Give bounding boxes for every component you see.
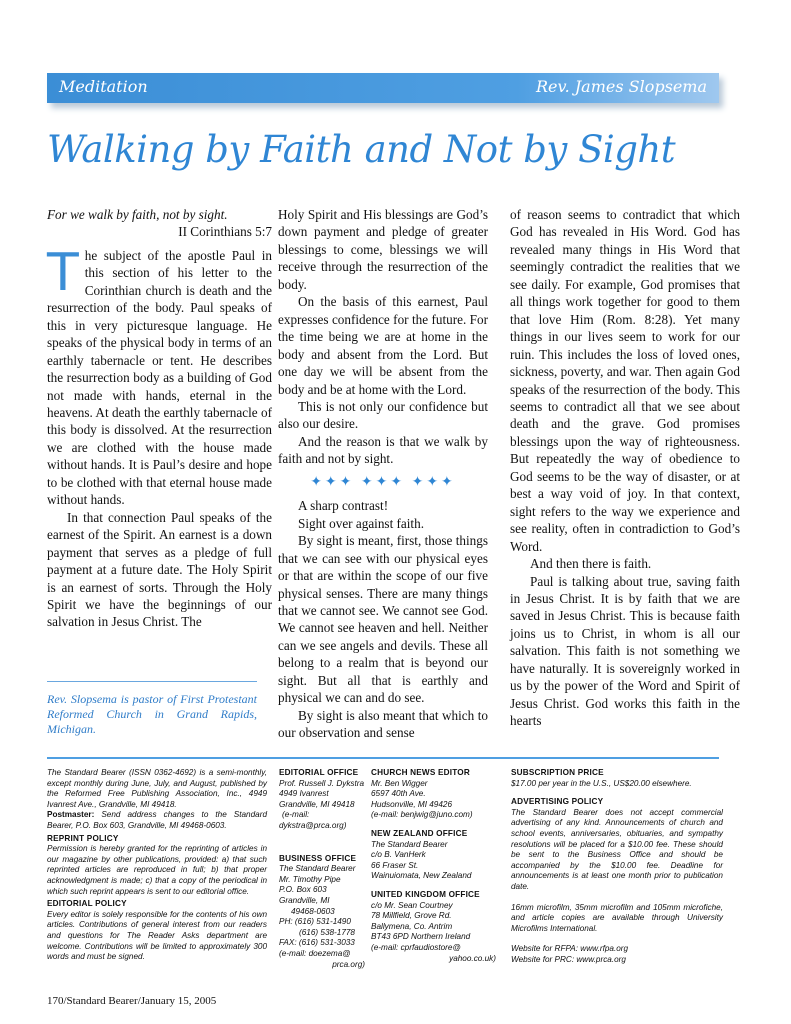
address-line: The Standard Bearer <box>279 864 356 874</box>
address-line: c/o Mr. Sean Courtney <box>371 900 453 910</box>
address-line: (e-mail: benjwig@juno.com) <box>371 810 473 820</box>
address-line: 49468-0603 <box>291 906 335 916</box>
paragraph: A sharp contrast! <box>298 498 389 514</box>
address-line: Wainuiomata, New Zealand <box>371 871 472 881</box>
address-line: FAX: (616) 531-3033 <box>279 938 355 948</box>
text-column-1 <box>47 206 272 631</box>
address-line: 78 Millfield, Grove Rd. <box>371 911 452 921</box>
address-line: yahoo.co.uk) <box>449 953 496 963</box>
address-line: Grandville, MI 49418 <box>279 799 355 809</box>
page-folio: 170/Standard Bearer/January 15, 2005 <box>47 995 217 1007</box>
address-line: Mr. Ben Wigger <box>371 778 428 788</box>
section-label: Meditation <box>59 77 148 96</box>
footer-offices-column <box>279 768 365 970</box>
address-line: 4949 Ivanrest <box>279 789 329 799</box>
section-divider-ornament: ✦✦✦ ✦✦✦ ✦✦✦ <box>310 474 456 490</box>
paragraph: And then there is faith. <box>530 556 652 572</box>
footer-policy-column <box>511 768 723 966</box>
subscription-text: $17.00 per year in the U.S., US$20.00 elsewhere. <box>511 778 692 788</box>
church-news-heading: CHURCH NEWS EDITOR <box>371 768 470 777</box>
nz-office-heading: NEW ZEALAND OFFICE <box>371 828 468 838</box>
paragraph: On the basis of this earnest, Paul expresses confidence for the future. For the time being we are at home in the body and absent from the Lord. But one day we will be absent from the body and be at home with the Lord. <box>278 294 488 397</box>
author-bio: Rev. Slopsema is pastor of First Protestant Reformed Church in Grand Rapids, Michigan. <box>47 681 257 737</box>
address-line: Mr. Timothy Pipe <box>279 874 341 884</box>
address-line: Prof. Russell J. Dykstra <box>279 778 365 788</box>
footer-divider <box>47 757 719 759</box>
address-line: P.O. Box 603 <box>279 885 327 895</box>
address-line: The Standard Bearer <box>371 839 448 849</box>
drop-cap: T <box>47 242 79 303</box>
footer-masthead-column <box>47 768 267 963</box>
paragraph: And the reason is that we walk by faith and not by sight. <box>278 433 488 467</box>
website-rfpa: Website for RFPA: www.rfpa.org <box>511 944 629 954</box>
epigraph-reference: II Corinthians 5:7 <box>178 224 272 240</box>
text-column-3 <box>510 206 740 730</box>
reprint-policy-text: Permission is hereby granted for the reprinting of articles in our magazine by other publications, provided: a) that such reprinted articles are reproduced in full; b) that proper acknowledgment is made; c) that a copy of the periodical in which such reprint appears is sent to our editorial office. <box>47 844 267 896</box>
paragraph <box>47 242 272 509</box>
uk-office-heading: UNITED KINGDOM OFFICE <box>371 889 480 899</box>
subscription-heading: SUBSCRIPTION PRICE <box>511 768 604 777</box>
postmaster-note <box>47 810 267 831</box>
editorial-policy-heading: EDITORIAL POLICY <box>47 899 127 909</box>
epigraph-text: For we walk by faith, not by sight. <box>47 207 228 222</box>
paragraph: In that connection Paul speaks of the earnest of the Spirit. An earnest is a down payment that serves as a pledge of full payment at a future date. The Holy Spirit is an earnest of sorts. Through the Holy Spirit we have the beginnings of our salvation in Jesus Christ. The <box>47 509 272 630</box>
paragraph: By sight is also meant that which to our observation and sense <box>278 707 488 741</box>
postmaster-label: Postmaster: <box>47 810 95 820</box>
editorial-office-heading: EDITORIAL OFFICE <box>279 768 359 777</box>
address-line: (e-mail: <box>282 810 310 820</box>
address-line: (616) 538-1778 <box>299 927 355 937</box>
address-line: c/o B. VanHerk <box>371 850 426 860</box>
section-banner <box>47 73 719 103</box>
paragraph: This is not only our confidence but also our desire. <box>278 398 488 432</box>
paragraph: Paul is talking about true, saving faith in Jesus Christ. It is by faith that we are saved in Jesus Christ. This is because faith joins us to Christ, in whom is all our salvation. This faith is not something we have naturally. It is sovereignly worked in us by the power of the Word and Spirit of Jesus Christ. God works this faith in the hearts <box>510 573 740 729</box>
postmaster-text: Send address changes to the Standard Bearer, P.O. Box 603, Grandville, MI 49468-0603. <box>47 810 267 830</box>
paragraph: Sight over against faith. <box>298 515 424 531</box>
paragraph: By sight is meant, first, those things that we can see with our physical eyes or that are within the scope of our five physical senses. There are many things that we cannot see. We cannot see God. We cannot see heaven and hell. Neither can we see angels and devils. These all belong to a realm that is beyond our sight. But all that is earthly and physical we can and do see. <box>278 533 488 706</box>
advertising-text: The Standard Bearer does not accept commercial advertising of any kind. Announcements of church and school events, anniversaries, obituaries, and sympathy resolutions will be placed for a $10.00 fee. These should be sent to the Business Office and should be accompanied by the $10.00 fee. Deadline for announcements is at least one month prior to publication date. <box>511 807 723 891</box>
address-line: PH: (616) 531-1490 <box>279 917 351 927</box>
address-line: 6597 40th Ave. <box>371 789 426 799</box>
website-prc: Website for PRC: www.prca.org <box>511 954 626 964</box>
paragraph-text: he subject of the apostle Paul in this section of his letter to the Corinthian church is death and the resurrection of the body. Paul speaks of this in very picturesque language. He speaks of the physical body in terms of an earthly tabernacle or tent. He describes the resurrection body as a building of God not made with hands, eternal in the heavens. At death the earthly tabernacle of this body is dissolved. At the resurrection we are clothed with the house made without hands. It is Paul’s desire and hope to be clothed with that eternal house made without hands. <box>47 247 272 508</box>
text-column-2 <box>278 206 488 742</box>
editorial-policy-text: Every editor is solely responsible for the contents of his own articles. Contributions of general interest from our readers and questions for The Reader Asks department are welcome. Contributions will be limited to approximately 300 words and must be signed. <box>47 909 267 962</box>
address-line: (e-mail: cprfaudiostore@ <box>371 942 461 952</box>
footer-news-column <box>371 768 496 964</box>
paragraph: of reason seems to contradict that which God has revealed in His Word. God has revealed many things in His Word that seemingly contradict the realities that we see daily. For example, God promises that all things work together for good to them that love Him (Rom. 8:28). Yet many things in our lives seem to work for our ruin. This includes the loss of loved ones, sickness, poverty, and war. Then again God speaks of the resurrection of the body. This seems to contradict all that we see about death and the grave. God promises blessings upon the way of righteousness. But repeatedly the way of obedience to God seems to be the way of disaster, or at best a way void of joy. In that context, sight refers to the way we experience and see reality, often in contradiction to God’s Word. <box>510 207 740 554</box>
paragraph: Holy Spirit and His blessings are God’s down payment and pledge of greater blessings to come, blessings we will receive through the resurrection of the body. <box>278 207 488 292</box>
business-office-heading: BUSINESS OFFICE <box>279 853 357 863</box>
address-line: Ballymena, Co. Antrim <box>371 921 453 931</box>
article-title: Walking by Faith and Not by Sight <box>47 128 676 171</box>
address-line: dykstra@prca.org) <box>279 820 347 830</box>
author-label: Rev. James Slopsema <box>535 77 707 96</box>
advertising-heading: ADVERTISING POLICY <box>511 797 604 807</box>
masthead-text: The Standard Bearer (ISSN 0362-4692) is a semi-monthly, except monthly during June, July, and August, published by the Reformed Free Publishing Association, Inc., 4949 Ivanrest Ave., Grandville, MI 49418. <box>47 768 267 809</box>
address-line: prca.org) <box>332 959 365 969</box>
address-line: Grandville, MI <box>279 895 330 905</box>
address-line: (e-mail: doezema@ <box>279 948 351 958</box>
reprint-policy-heading: REPRINT POLICY <box>47 833 119 843</box>
microfilm-text: 16mm microfilm, 35mm microfilm and 105mm microfiche, and article copies are available through University Microfilms International. <box>511 902 723 933</box>
address-line: Hudsonville, MI 49426 <box>371 799 453 809</box>
address-line: 66 Fraser St. <box>371 860 419 870</box>
address-line: BT43 6PD Northern Ireland <box>371 932 471 942</box>
